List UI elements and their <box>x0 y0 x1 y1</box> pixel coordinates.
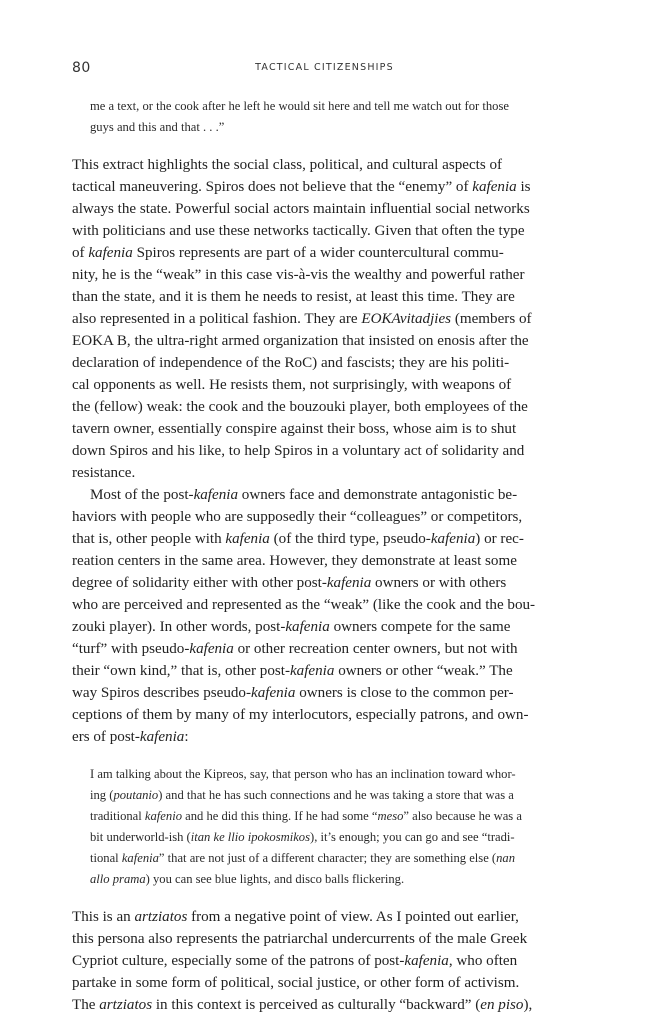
text-line: ing (poutanio) and that he has such connections and he was taking a store that was a <box>90 788 514 802</box>
paragraph-1 <box>72 154 560 484</box>
text-line: I am talking about the Kipreos, say, that person who has an inclination toward whor- <box>90 767 516 781</box>
text-line: Most of the post-kafenia owners face and demonstrate antagonistic be- <box>90 487 518 503</box>
text-line: way Spiros describes pseudo-kafenia owners is close to the common per- <box>72 685 514 701</box>
text-line: with politicians and use these networks tactically. Given that often the type <box>72 223 525 239</box>
text-line: of kafenia Spiros represents are part of a wider countercultural commu- <box>72 245 504 261</box>
text-line: nity, he is the “weak” in this case vis-à-vis the wealthy and powerful rather <box>72 267 525 283</box>
text-line: EOKA B, the ultra-right armed organization that insisted on enosis after the <box>72 333 529 349</box>
text-line: haviors with people who are supposedly their “colleagues” or competitors, <box>72 509 523 525</box>
text-line: also represented in a political fashion. They are EOKAvitadjies (members of <box>72 311 532 327</box>
text-line: declaration of independence of the RoC) and fascists; they are his politi- <box>72 355 510 371</box>
text-line: their “own kind,” that is, other post-kafenia owners or other “weak.” The <box>72 663 513 679</box>
text-line: degree of solidarity either with other post-kafenia owners or with others <box>72 575 507 591</box>
text-line: ceptions of them by many of my interlocutors, especially patrons, and own- <box>72 707 529 723</box>
text-line: traditional kafenio and he did this thing. If he had some “meso” also because he was a <box>90 809 522 823</box>
paragraph-2 <box>72 484 560 748</box>
text-line: Cypriot culture, especially some of the patrons of post-kafenia, who often <box>72 953 518 969</box>
text-line: tavern owner, essentially conspire against their boss, whose aim is to shut <box>72 421 517 437</box>
text-line: cal opponents as well. He resists them, not surprisingly, with weapons of <box>72 377 512 393</box>
text-line: This extract highlights the social class, political, and cultural aspects of <box>72 157 503 173</box>
page-number: 80 <box>72 60 91 76</box>
text-line: reation centers in the same area. However, they demonstrate at least some <box>72 553 517 569</box>
text-line: allo prama) you can see blue lights, and disco balls flickering. <box>90 872 405 886</box>
text-line: this persona also represents the patriarchal undercurrents of the male Greek <box>72 931 528 947</box>
block-quote <box>90 764 560 890</box>
text-line: tactical maneuvering. Spiros does not believe that the “enemy” of kafenia is <box>72 179 531 195</box>
text-line: tional kafenia” that are not just of a different character; they are something else (nan <box>90 851 516 865</box>
text-line: that is, other people with kafenia (of the third type, pseudo-kafenia) or rec- <box>72 531 524 547</box>
page-body <box>72 96 560 1016</box>
text-line: partake in some form of political, social justice, or other form of activism. <box>72 975 520 991</box>
text-line: This is an artziatos from a negative point of view. As I pointed out earlier, <box>72 909 519 925</box>
text-line: than the state, and it is them he needs to resist, at least this time. They are <box>72 289 515 305</box>
paragraph-3 <box>72 906 560 1016</box>
text-line: ers of post-kafenia: <box>72 729 189 745</box>
text-line: me a text, or the cook after he left he would sit here and tell me watch out for those <box>90 99 509 113</box>
text-line: bit underworld-ish (itan ke llio ipokosmikos), it’s enough; you can go and see “tradi- <box>90 830 515 844</box>
text-line: zouki player). In other words, post-kafenia owners compete for the same <box>72 619 511 635</box>
running-head: TACTICAL CITIZENSHIPS <box>255 62 394 73</box>
text-line: who are perceived and represented as the “weak” (like the cook and the bou- <box>72 597 536 613</box>
text-line: resistance. <box>72 465 136 481</box>
text-line: the (fellow) weak: the cook and the bouzouki player, both employees of the <box>72 399 528 415</box>
block-quote-continued <box>90 96 560 138</box>
text-line: always the state. Powerful social actors maintain influential social networks <box>72 201 530 217</box>
text-line: down Spiros and his like, to help Spiros in a voluntary act of solidarity and <box>72 443 525 459</box>
text-line: The artziatos in this context is perceived as culturally “backward” (en piso), <box>72 997 533 1013</box>
page-header <box>72 60 577 80</box>
text-line: guys and this and that . . .” <box>90 120 225 134</box>
text-line: “turf” with pseudo-kafenia or other recreation center owners, but not with <box>72 641 518 657</box>
